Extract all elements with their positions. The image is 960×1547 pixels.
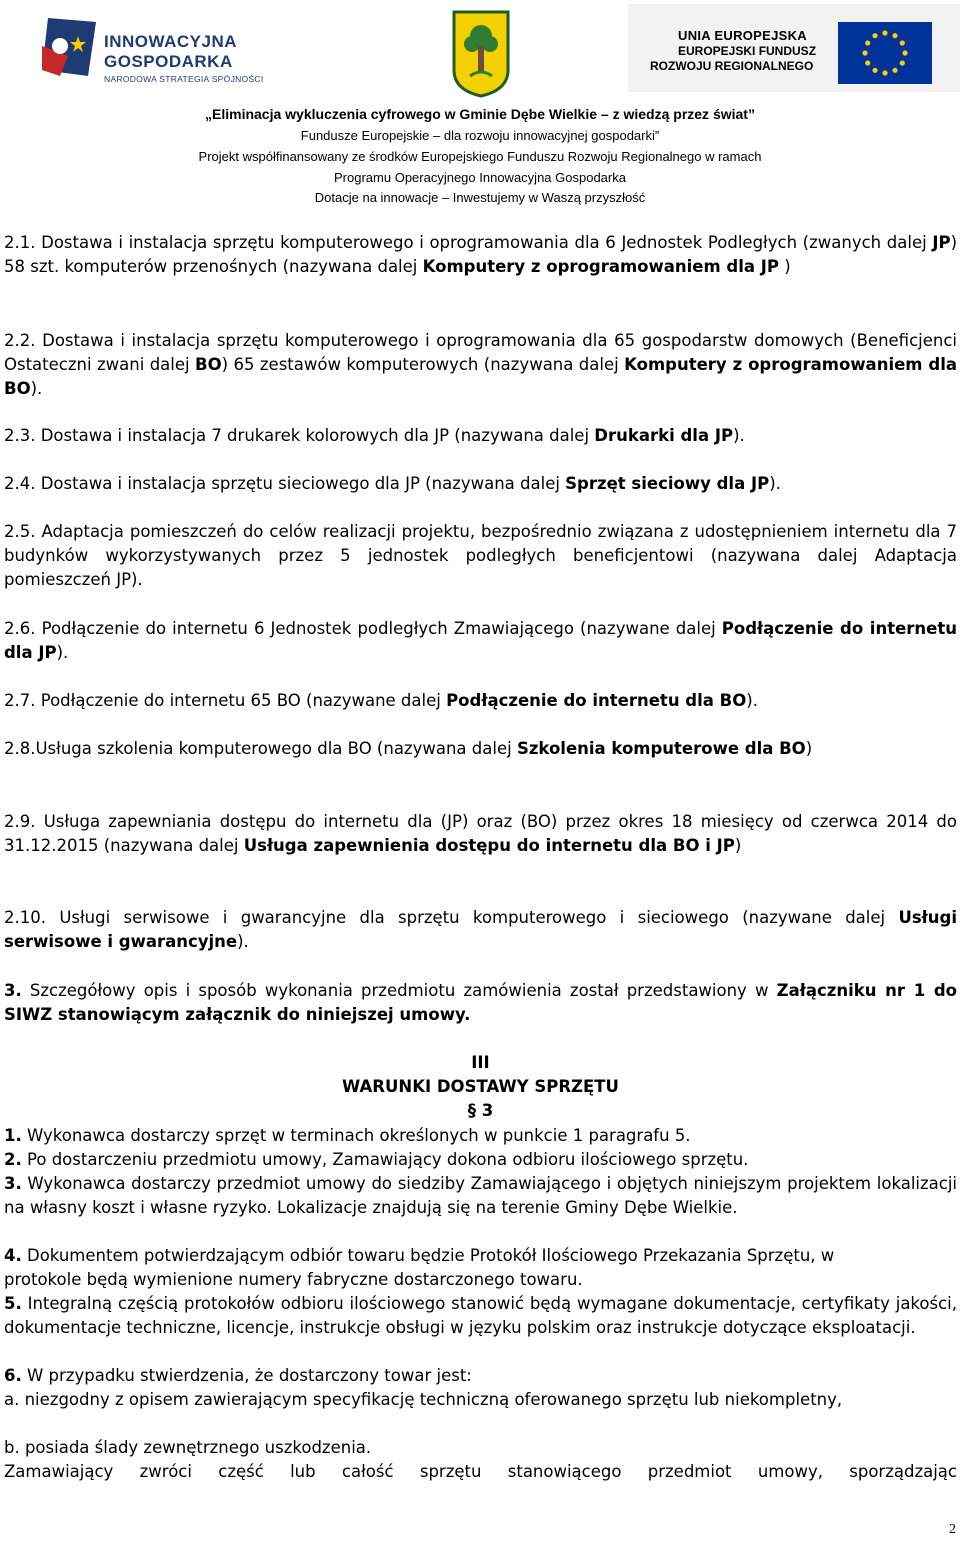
paragraph-2-6: 2.6. Podłączenie do internetu 6 Jednostek podległych Zmawiającego (nazywane dalej Podłączenie do internetu dla JP). [4,619,957,662]
paragraph-2-4: 2.4. Dostawa i instalacja sprzętu sieciowego dla JP (nazywana dalej Sprzęt sieciowy dla JP). [4,474,781,493]
paragraph-2-7: 2.7. Podłączenie do internetu 65 BO (nazywane dalej Podłączenie do internetu dla BO). [4,691,758,710]
header-line-4: Programu Operacyjnego Innowacyjna Gospodarka [334,170,626,185]
paragraph-2-10: 2.10. Usługi serwisowe i gwarancyjne dla sprzętu komputerowego i sieciowego (nazywane dalej Usługi serwisowe i gwarancyjne). [4,908,957,951]
condition-sub-a: a. niezgodny z opisem zawierającym specyfikację techniczną oferowanego sprzętu lub niekompletny, [4,1390,843,1409]
eu-logo [628,4,960,92]
section-roman-numeral: III [471,1053,490,1072]
condition-item-4: 4. Dokumentem potwierdzającym odbiór towaru będzie Protokół Ilościowego Przekazania Sprzętu, w protokole będą wymienione numery fabryczne dostarczonego towaru. [4,1246,835,1289]
paragraph-2-1: 2.1. Dostawa i instalacja sprzętu komputerowego i oprogramowania dla 6 Jednostek Podległych (zwanych dalej JP) 58 szt. komputerów przenośnych (nazywana dalej Komputery z oprogramowaniem dla JP ) [4,233,957,276]
eu-line3: ROZWOJU REGIONALNEGO [650,59,814,73]
gmina-crest [452,10,510,102]
project-title: „Eliminacja wykluczenia cyfrowego w Gminie Dębe Wielkie – z wiedzą przez świat” [205,106,755,122]
condition-item-6: 6. W przypadku stwierdzenia, że dostarczony towar jest: [4,1366,472,1385]
ig-subtitle: NARODOWA STRATEGIA SPÓJNOŚCI [104,74,264,84]
paragraph-2-8: 2.8.Usługa szkolenia komputerowego dla BO (nazywana dalej Szkolenia komputerowe dla BO) [4,739,813,758]
eu-line2: EUROPEJSKI FUNDUSZ [678,44,817,58]
eu-flag-icon [838,22,932,84]
paragraph-3: 3. Szczegółowy opis i sposób wykonania przedmiotu zamówienia został przedstawiony w Załączniku nr 1 do SIWZ stanowiącym załącznik do niniejszej umowy. [4,981,957,1024]
logo-bar [0,0,960,100]
eu-line1: UNIA EUROPEJSKA [678,28,807,43]
condition-item-1: 1. Wykonawca dostarczy sprzęt w terminach określonych w punkcie 1 paragrafu 5. [4,1126,691,1145]
paragraph-2-3: 2.3. Dostawa i instalacja 7 drukarek kolorowych dla JP (nazywana dalej Drukarki dla JP). [4,426,745,445]
header-line-3: Projekt współfinansowany ze środków Europejskiego Funduszu Rozwoju Regionalnego w ramach [198,149,762,164]
condition-item-3: 3. Wykonawca dostarczy przedmiot umowy do siedziby Zamawiającego i objętych niniejszym projektem lokalizacji na własny koszt i własne ryzyko. Lokalizacje znajdują się na terenie Gminy Dębe Wielkie. [4,1174,957,1217]
condition-sub-b: b. posiada ślady zewnętrznego uszkodzenia. [4,1438,372,1457]
ig-title-line1: INNOWACYJNA [104,32,238,51]
ig-flag-icon [38,16,100,80]
ig-title-line2: GOSPODARKA [104,52,233,71]
paragraph-2-5: 2.5. Adaptacja pomieszczeń do celów realizacji projektu, bezpośrednio związana z udostępnieniem internetu dla 7 budynków wykorzystywanych przez 5 jednostek podległych beneficjentowi (nazywana dalej Adaptacja pomieszczeń JP). [4,522,957,589]
section-paragraph-sign: § 3 [467,1101,494,1120]
page-number: 2 [949,1522,956,1537]
crest-icon [452,10,510,98]
paragraph-2-9: 2.9. Usługa zapewniania dostępu do internetu dla (JP) oraz (BO) przez okres 18 miesięcy od czerwca 2014 do 31.12.2015 (nazywana dalej Usługa zapewnienia dostępu do internetu dla BO i JP) [4,812,957,855]
closing-line: Zamawiający zwróci część lub całość sprzętu stanowiącego przedmiot umowy, sporządzając [4,1462,957,1481]
innowacyjna-gospodarka-logo [38,14,278,84]
paragraph-2-2: 2.2. Dostawa i instalacja sprzętu komputerowego i oprogramowania dla 65 gospodarstw domowych (Beneficjenci Ostateczni zwani dalej BO) 65 zestawów komputerowych (nazywana dalej Komputery z oprogramowaniem dla BO). [4,331,957,398]
section-title: WARUNKI DOSTAWY SPRZĘTU [342,1077,619,1096]
header-line-5: Dotacje na innowacje – Inwestujemy w Waszą przyszłość [314,190,646,205]
condition-item-2: 2. Po dostarczeniu przedmiotu umowy, Zamawiający dokona odbioru ilościowego sprzętu. [4,1150,749,1169]
header-line-2: Fundusze Europejskie – dla rozwoju innowacyjnej gospodarki” [300,128,660,143]
condition-item-5: 5. Integralną częścią protokołów odbioru ilościowego stanowić będą wymagane dokumentacje, certyfikaty jakości, dokumentacje techniczne, licencje, instrukcje obsługi w języku polskim oraz instrukcje dotyczące eksploatacji. [4,1294,957,1337]
